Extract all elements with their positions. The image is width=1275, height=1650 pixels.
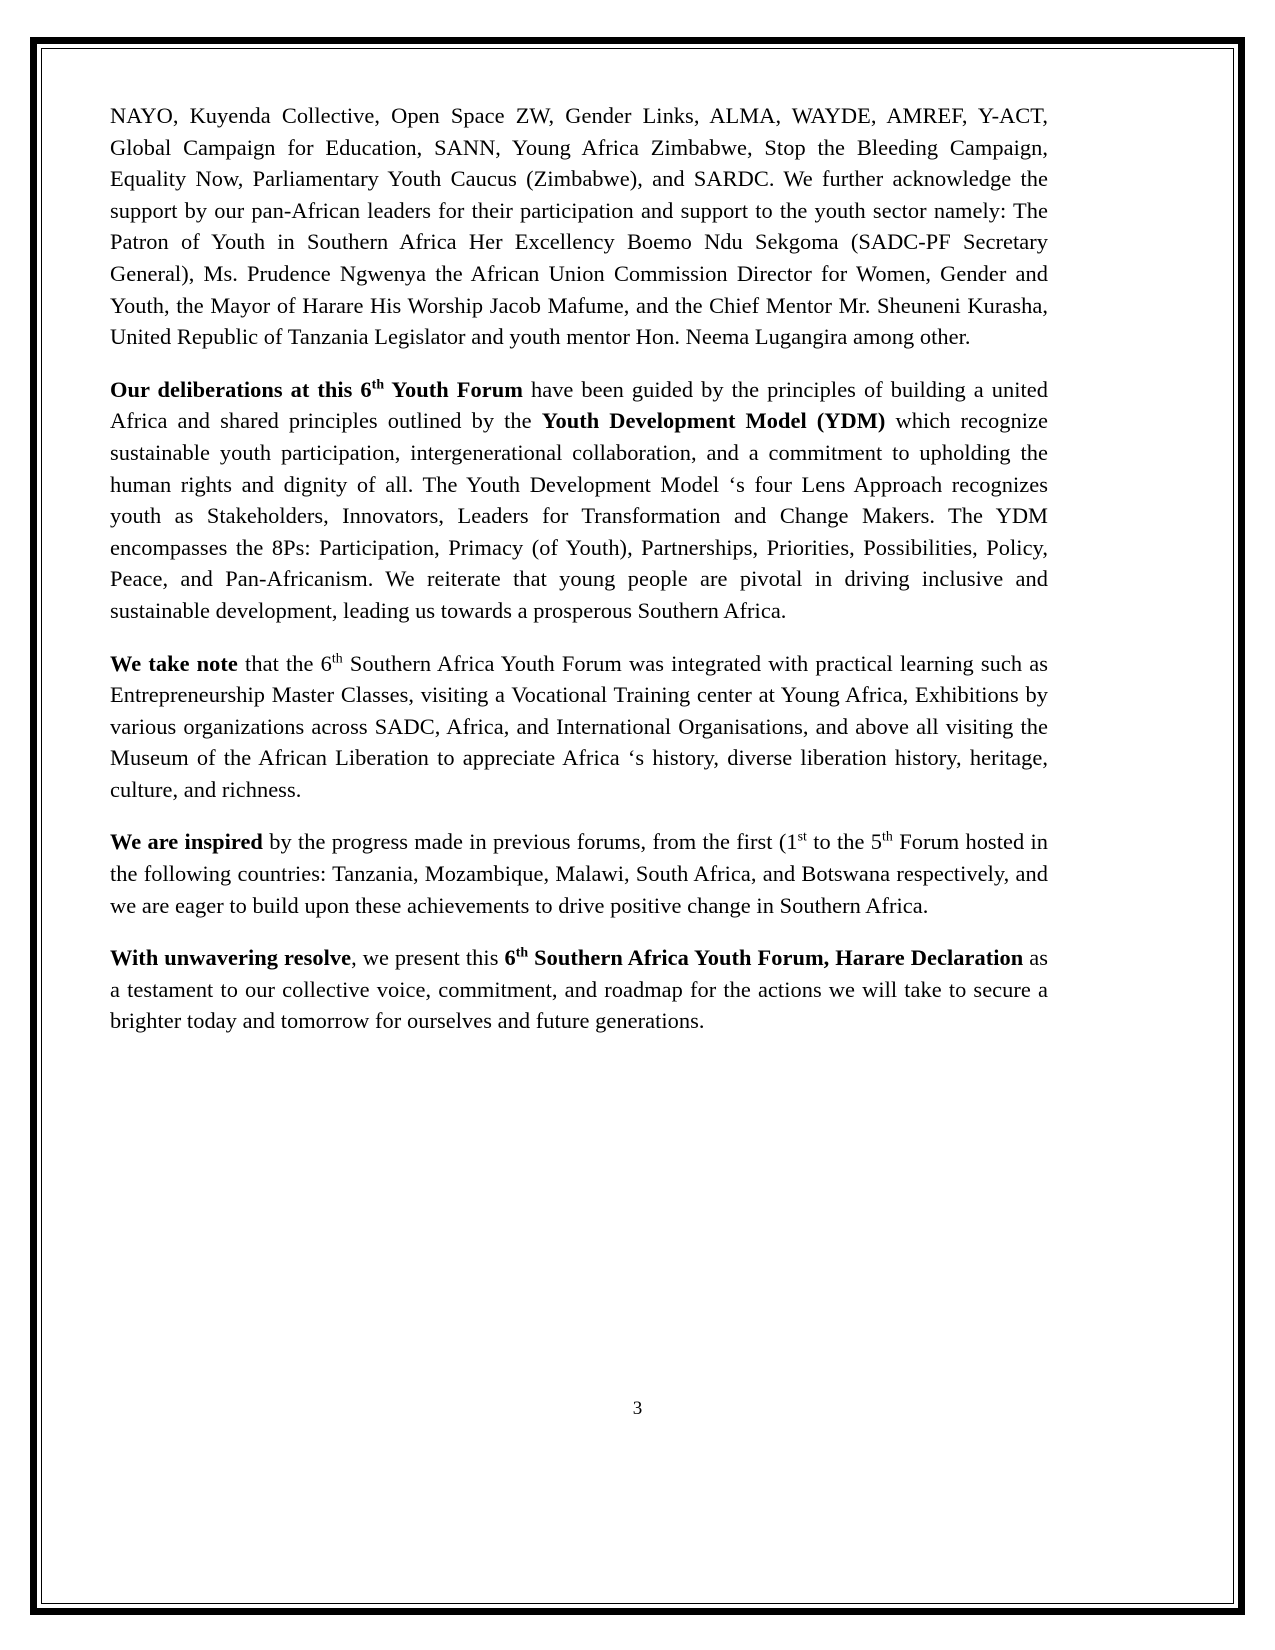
text-run: NAYO, Kuyenda Collective, Open Space ZW, Gender Links, ALMA, WAYDE, AMREF, Y-ACT, Global Campaign for Education, SANN, Young Africa Zimbabwe, Stop the Bleeding Campaign, Equality Now, Parliamentary Youth Caucus (Zimbabwe), and SARDC. We further acknowledge the support by our pan-African leaders for their participation and support to the youth sector namely: The Patron of Youth in Southern Africa Her Excellency Boemo Ndu Sekgoma (SADC-PF Secretary General), Ms. Prudence Ngwenya the African Union Commission Director for Women, Gender and Youth, the Mayor of Harare His Worship Jacob Mafume, and the Chief Mentor Mr. Sheuneni Kurasha, United Republic of Tanzania Legislator and youth mentor Hon. Neema Lugangira among other. [110,103,1048,350]
bold-text-run: Youth Forum [384,376,523,402]
bold-text-run: 6 [504,945,516,971]
bold-text-run: Our deliberations at this 6 [110,376,372,402]
text-run: that the 6 [237,650,332,676]
paragraph-p5-with-unwavering-resolve [110,942,1048,1037]
document-text-column [110,100,1048,1037]
ordinal-suffix: st [797,830,807,845]
ordinal-suffix: th [331,651,343,667]
ordinal-suffix: th [882,830,893,845]
text-run: as a testament to our collective voice, commitment, and roadmap for the actions we will take to secure a brighter today and tomorrow for ourselves and future generations. [110,945,1049,1034]
paragraph-p3-we-take-note [110,648,1048,806]
bold-text-run: We take note [110,650,238,676]
ordinal-suffix: th [371,377,385,393]
bold-text-run: Southern Africa Youth Forum, Harare Declaration [528,945,1024,971]
text-run: Southern Africa Youth Forum was integrated with practical learning such as Entrepreneurship Master Classes, visiting a Vocational Training center at Young Africa, Exhibitions by various organizations across SADC, Africa, and International Organisations, and above all visiting the Museum of the African Liberation to appreciate Africa ‘s history, diverse liberation history, heritage, culture, and richness. [110,650,1048,802]
text-run: , we present this [351,945,505,971]
paragraph-p4-we-are-inspired [110,826,1048,921]
paragraph-p2-deliberations [110,374,1048,627]
text-run: have been guided by the principles of building a united Africa and shared principles outlined by the [110,376,1049,434]
bold-text-run: We are inspired [110,829,263,855]
text-run: by the progress made in previous forums, from the first (1 [262,829,798,855]
paragraph-p1-acknowledgements [110,100,1048,353]
bold-text-run: Youth Development Model (YDM) [541,408,886,434]
ordinal-suffix: th [515,945,529,961]
bold-text-run: With unwavering resolve [110,945,352,971]
text-run: to the 5 [806,829,883,855]
page-number: 3 [632,1398,643,1419]
text-run: Forum hosted in the following countries: Tanzania, Mozambique, Malawi, South Africa, and Botswana respectively, and we are eager to build upon these achievements to drive positive change in Southern Africa. [110,829,1048,918]
text-run: which recognize sustainable youth participation, intergenerational collaboration, and a commitment to upholding the human rights and dignity of all. The Youth Development Model ‘s four Lens Approach recognizes youth as Stakeholders, Innovators, Leaders for Transformation and Change Makers. The YDM encompasses the 8Ps: Participation, Primacy (of Youth), Partnerships, Priorities, Possibilities, Policy, Peace, and Pan-Africanism. We reiterate that young people are pivotal in driving inclusive and sustainable development, leading us towards a prosperous Southern Africa. [110,408,1048,623]
